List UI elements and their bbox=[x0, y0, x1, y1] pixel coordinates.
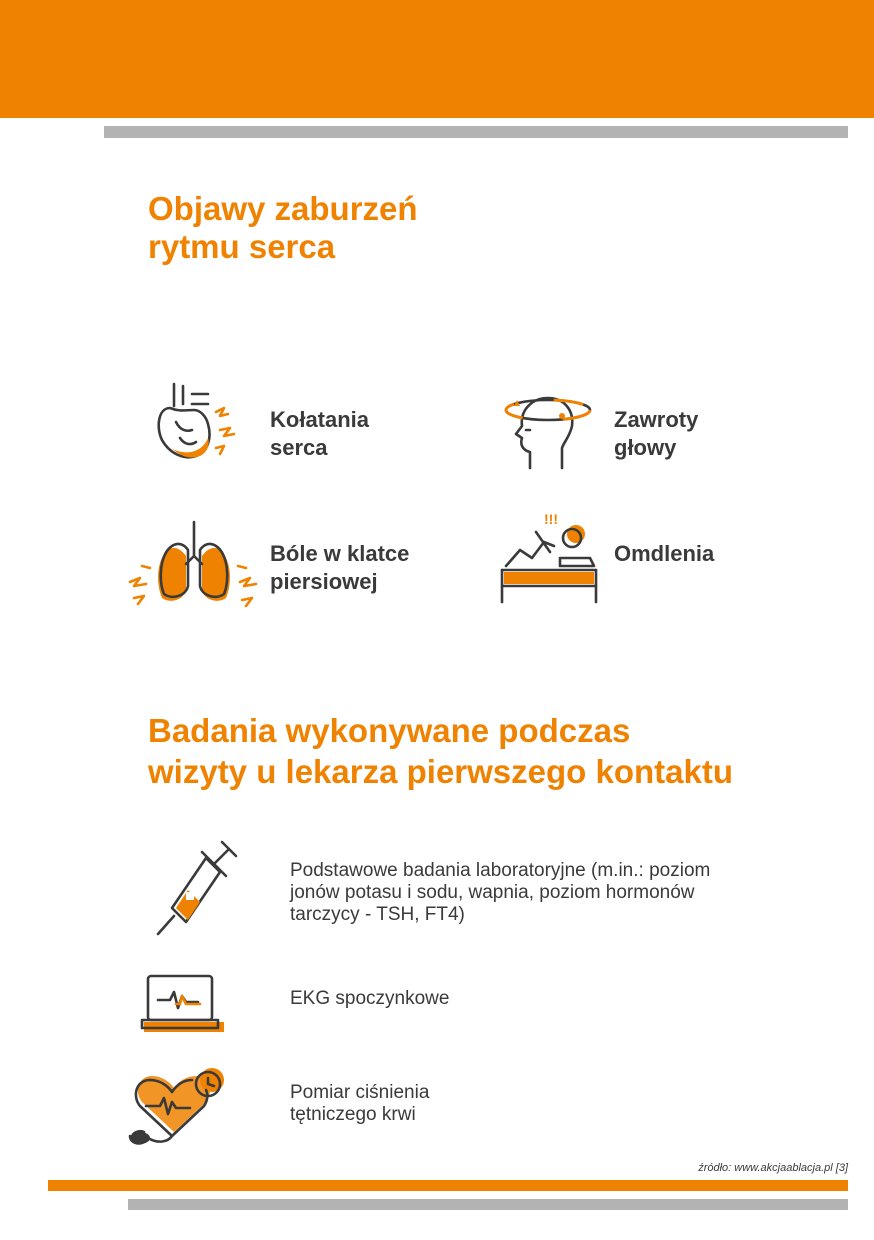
symptom-palpitations-line-2: serca bbox=[270, 435, 328, 460]
exam-ecg-text bbox=[290, 988, 449, 1010]
symptom-fainting-label bbox=[614, 540, 714, 568]
symptom-dizziness-line-2: głowy bbox=[614, 435, 677, 460]
symptom-dizziness-line-1: Zawroty bbox=[614, 407, 699, 432]
dizzy-head-icon bbox=[500, 390, 596, 470]
footer-orange-stripe bbox=[48, 1180, 848, 1191]
symptom-palpitations-line-1: Kołatania bbox=[270, 407, 370, 432]
footer-gray-stripe bbox=[128, 1199, 848, 1210]
exclamation-marks: !!! bbox=[544, 511, 558, 527]
exam-lab-tests-line-3: tarczycy - TSH, FT4) bbox=[290, 904, 465, 925]
exam-blood-pressure-text bbox=[290, 1082, 429, 1126]
symptoms-section-title bbox=[148, 190, 418, 266]
heart-icon bbox=[150, 382, 240, 464]
symptoms-title-line-2: rytmu serca bbox=[148, 228, 336, 265]
exam-ecg-line-1: EKG spoczynkowe bbox=[290, 988, 450, 1009]
source-note: źródło: www.akcjaablacja.pl [3] bbox=[698, 1162, 848, 1174]
symptom-fainting-line-1: Omdlenia bbox=[614, 541, 715, 566]
symptom-palpitations-label bbox=[270, 406, 369, 462]
exam-blood-pressure-line-1: Pomiar ciśnienia bbox=[290, 1082, 430, 1103]
symptoms-title-line-1: Objawy zaburzeń bbox=[148, 190, 418, 227]
symptom-chest-pain-line-1: Bóle w klatce bbox=[270, 541, 410, 566]
exam-lab-tests-line-1: Podstawowe badania laboratoryjne (m.in.: poziom bbox=[290, 860, 711, 881]
exams-section-title bbox=[148, 710, 733, 792]
exams-title-line-1: Badania wykonywane podczas bbox=[148, 712, 631, 749]
lungs-icon bbox=[128, 520, 260, 610]
symptom-chest-pain-label bbox=[270, 540, 409, 596]
header-orange-band bbox=[0, 0, 874, 118]
header-gray-stripe bbox=[104, 126, 848, 138]
exams-title-line-2: wizyty u lekarza pierwszego kontaktu bbox=[148, 753, 734, 790]
symptom-chest-pain-line-2: piersiowej bbox=[270, 569, 378, 594]
exam-lab-tests-text bbox=[290, 860, 710, 926]
ecg-laptop-icon bbox=[140, 974, 224, 1036]
fainting-bed-icon bbox=[500, 510, 600, 606]
syringe-icon bbox=[156, 836, 242, 936]
exam-blood-pressure-line-2: tętniczego krwi bbox=[290, 1104, 416, 1125]
exam-lab-tests-line-2: jonów potasu i sodu, wapnia, poziom hormonów bbox=[290, 882, 695, 903]
symptom-dizziness-label bbox=[614, 406, 698, 462]
blood-pressure-icon bbox=[128, 1066, 228, 1146]
